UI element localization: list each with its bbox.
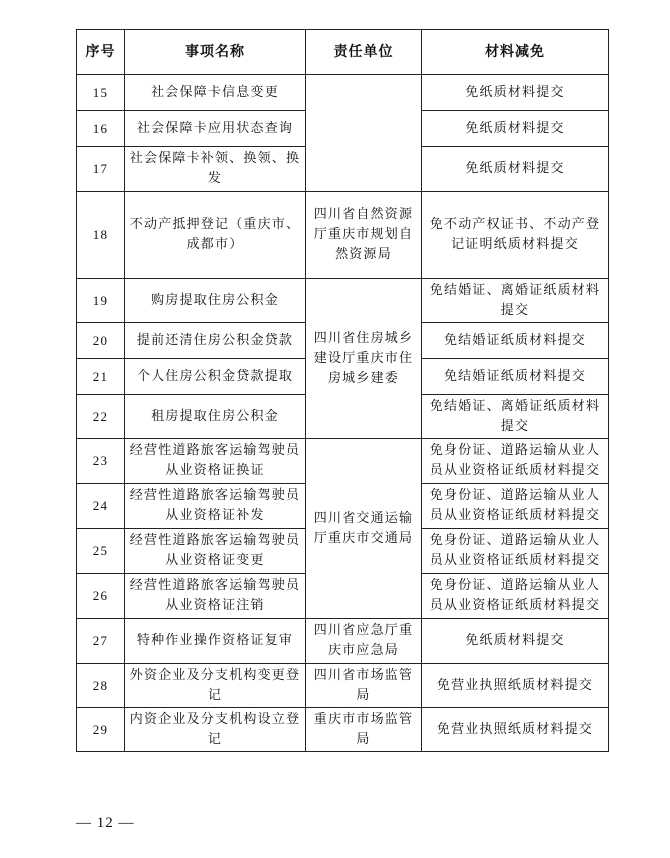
- row-seq: 15: [77, 75, 125, 111]
- row-material: 免身份证、道路运输从业人员从业资格证纸质材料提交: [422, 439, 609, 484]
- row-item-name: 内资企业及分支机构设立登记: [125, 708, 306, 752]
- row-material: 免纸质材料提交: [422, 111, 609, 147]
- row-responsible-unit: 重庆市市场监管局: [306, 708, 422, 752]
- row-item-name: 外资企业及分支机构变更登记: [125, 664, 306, 708]
- row-seq: 21: [77, 359, 125, 395]
- row-seq: 25: [77, 529, 125, 574]
- row-seq: 16: [77, 111, 125, 147]
- row-item-name: 经营性道路旅客运输驾驶员从业资格证补发: [125, 484, 306, 529]
- row-seq: 18: [77, 192, 125, 279]
- row-seq: 28: [77, 664, 125, 708]
- row-material: 免身份证、道路运输从业人员从业资格证纸质材料提交: [422, 574, 609, 619]
- row-material: 免纸质材料提交: [422, 619, 609, 664]
- row-responsible-unit: [306, 75, 422, 192]
- row-material: 免结婚证、离婚证纸质材料提交: [422, 279, 609, 323]
- row-item-name: 不动产抵押登记（重庆市、成都市）: [125, 192, 306, 279]
- row-responsible-unit: 四川省住房城乡建设厅重庆市住房城乡建委: [306, 279, 422, 439]
- row-seq: 22: [77, 395, 125, 439]
- table-row: [77, 279, 609, 323]
- header-material-reduction: 材料减免: [422, 30, 609, 75]
- row-item-name: 经营性道路旅客运输驾驶员从业资格证变更: [125, 529, 306, 574]
- row-material: 免结婚证纸质材料提交: [422, 323, 609, 359]
- row-responsible-unit: 四川省应急厅重庆市应急局: [306, 619, 422, 664]
- row-responsible-unit: 四川省市场监管局: [306, 664, 422, 708]
- row-item-name: 经营性道路旅客运输驾驶员从业资格证换证: [125, 439, 306, 484]
- row-responsible-unit: 四川省自然资源厅重庆市规划自然资源局: [306, 192, 422, 279]
- row-material: 免身份证、道路运输从业人员从业资格证纸质材料提交: [422, 529, 609, 574]
- row-item-name: 购房提取住房公积金: [125, 279, 306, 323]
- header-responsible-unit: 责任单位: [306, 30, 422, 75]
- row-responsible-unit: 四川省交通运输厅重庆市交通局: [306, 439, 422, 619]
- row-seq: 19: [77, 279, 125, 323]
- row-material: 免身份证、道路运输从业人员从业资格证纸质材料提交: [422, 484, 609, 529]
- row-item-name: 租房提取住房公积金: [125, 395, 306, 439]
- row-seq: 29: [77, 708, 125, 752]
- row-item-name: 提前还清住房公积金贷款: [125, 323, 306, 359]
- table-row: [77, 664, 609, 708]
- table-row: [77, 75, 609, 111]
- table-row: [77, 708, 609, 752]
- row-item-name: 社会保障卡信息变更: [125, 75, 306, 111]
- row-item-name: 个人住房公积金贷款提取: [125, 359, 306, 395]
- row-seq: 26: [77, 574, 125, 619]
- table-header-row: [77, 30, 609, 75]
- matters-table: [76, 29, 609, 752]
- row-material: 免纸质材料提交: [422, 75, 609, 111]
- row-seq: 20: [77, 323, 125, 359]
- row-item-name: 经营性道路旅客运输驾驶员从业资格证注销: [125, 574, 306, 619]
- page-number: — 12 —: [76, 815, 135, 831]
- row-material: 免结婚证纸质材料提交: [422, 359, 609, 395]
- table-row: [77, 619, 609, 664]
- table-row: [77, 439, 609, 484]
- row-seq: 27: [77, 619, 125, 664]
- row-seq: 23: [77, 439, 125, 484]
- row-material: 免营业执照纸质材料提交: [422, 708, 609, 752]
- row-item-name: 社会保障卡补领、换领、换发: [125, 147, 306, 192]
- table-row: [77, 192, 609, 279]
- row-seq: 17: [77, 147, 125, 192]
- row-material: 免结婚证、离婚证纸质材料提交: [422, 395, 609, 439]
- row-material: 免纸质材料提交: [422, 147, 609, 192]
- row-seq: 24: [77, 484, 125, 529]
- header-item-name: 事项名称: [125, 30, 306, 75]
- header-seq: 序号: [77, 30, 125, 75]
- row-material: 免营业执照纸质材料提交: [422, 664, 609, 708]
- row-item-name: 特种作业操作资格证复审: [125, 619, 306, 664]
- row-material: 免不动产权证书、不动产登记证明纸质材料提交: [422, 192, 609, 279]
- row-item-name: 社会保障卡应用状态查询: [125, 111, 306, 147]
